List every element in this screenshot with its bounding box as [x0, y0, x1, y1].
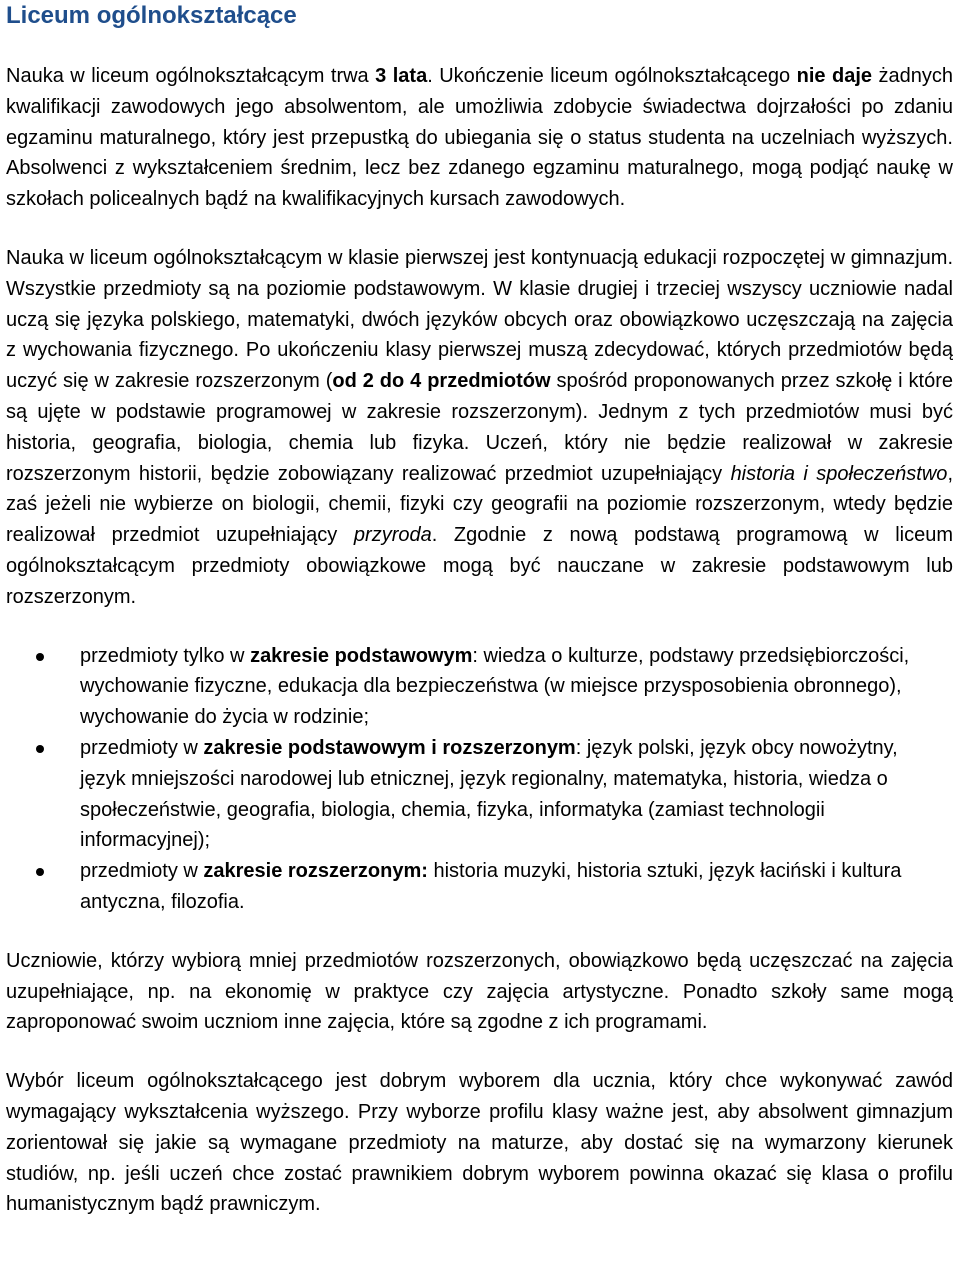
extra-classes-paragraph: Uczniowie, którzy wybiorą mniej przedmiotów rozszerzonych, obowiązkowo będą uczęszczać na zajęcia uzupełniające, np. na ekonomię w praktyce czy zajęcia artystyczne. Ponadto szkoły same mogą zaproponować swoim uczniom inne zajęcia, które są zgodne z ich programami.: [6, 949, 953, 1034]
page-title: Liceum ogólnokształcące: [6, 2, 297, 29]
bullet-icon: [36, 745, 44, 753]
intro-text-2: . Ukończenie liceum ogólnokształcącego: [427, 65, 797, 87]
choice-paragraph: Wybór liceum ogólnokształcącego jest dobrym wyborem dla ucznia, który chce wykonywać zawód wymagający wykształcenia wyższego. Przy wyborze profilu klasy ważne jest, aby absolwent gimnazjum zorientował się jakie są wymagane przedmioty na maturze, aby dostać się na wymarzony kierunek studiów, np. jeśli uczeń chce zostać prawnikiem dobrym wyborem powinna okazać się klasa o profilu humanistycznym bądź prawniczym.: [6, 1070, 953, 1216]
subject-list: [6, 641, 953, 918]
bullet-icon: [36, 868, 44, 876]
intro-text-1: Nauka w liceum ogólnokształcącym trwa: [6, 65, 376, 87]
curriculum-text-4: . Zgodnie z nową podstawą programową w liceum ogólnokształcącym przedmioty obowiązkowe mogą być nauczane w zakresie podstawowym lub rozszerzonym.: [6, 524, 953, 608]
list-item: [6, 733, 953, 856]
list-item-bold: zakresie rozszerzonym:: [203, 860, 428, 883]
curriculum-paragraph: [6, 243, 953, 613]
list-item: [6, 641, 953, 733]
list-item-prefix: przedmioty w: [80, 736, 204, 759]
intro-paragraph: [6, 61, 953, 215]
curriculum-italic-history-society: historia i społeczeństwo: [730, 462, 948, 485]
curriculum-text-3: , zaś jeżeli nie wybierze on biologii, chemii, fizyki czy geografii na poziomie rozszerzonym, wtedy będzie realizował przedmiot uzupełniający: [6, 462, 953, 547]
list-item-bold: zakresie podstawowym i rozszerzonym: [203, 736, 576, 759]
intro-text-3: żadnych kwalifikacji zawodowych jego absolwentom, ale umożliwia zdobycie świadectwa dojrzałości po zdaniu egzaminu maturalnego, który jest przepustką do ubiegania się o status studenta na uczelniach wyższych. Absolwenci z wykształceniem średnim, lecz bez zdanego egzaminu maturalnego, mogą podjąć naukę w szkołach policealnych bądź na kwalifikacyjnych kursach zawodowych.: [6, 65, 953, 211]
curriculum-text-2: spośród proponowanych przez szkołę i które są ujęte w podstawie programowej w zakresie rozszerzonym). Jednym z tych przedmiotów musi być historia, geografia, biologia, chemia lub fizyka. Uczeń, który nie będzie realizował w zakresie rozszerzonym historii, będzie zobowiązany realizować przedmiot uzupełniający: [6, 370, 953, 485]
list-item-prefix: przedmioty w: [80, 860, 204, 883]
list-item-bold: zakresie podstawowym: [250, 644, 473, 667]
list-item-rest: historia muzyki, historia sztuki, język łaciński i kultura antyczna, filozofia.: [80, 860, 902, 913]
list-item: [6, 856, 953, 918]
list-item-rest: : język polski, język obcy nowożytny, język mniejszości narodowej lub etnicznej, język regionalny, matematyka, historia, wiedza o społeczeństwie, geografia, biologia, chemia, fizyka, informatyka (zamiast technologii informacyjnej);: [80, 736, 898, 852]
intro-bold-duration: 3 lata: [375, 65, 428, 87]
bullet-icon: [36, 653, 44, 661]
curriculum-bold-subject-count: od 2 do 4 przedmiotów: [332, 370, 551, 393]
curriculum-italic-nature: przyroda: [353, 524, 432, 547]
intro-bold-no-qualification: nie daje: [796, 65, 872, 87]
list-item-rest: : wiedza o kulturze, podstawy przedsiębiorczości, wychowanie fizyczne, edukacja dla bezpieczeństwa (w miejsce przysposobienia obronnego), wychowanie do życia w rodzinie;: [80, 644, 910, 729]
curriculum-text-1: Nauka w liceum ogólnokształcącym w klasie pierwszej jest kontynuacją edukacji rozpoczętej w gimnazjum. Wszystkie przedmioty są na poziomie podstawowym. W klasie drugiej i trzeciej wszyscy uczniowie nadal uczą się języka polskiego, matematyki, dwóch języków obcych oraz obowiązkowo uczęszczają na zajęcia z wychowania fizycznego. Po ukończeniu klasy pierwszej muszą zdecydować, których przedmiotów będą uczyć się w zakresie rozszerzonym (: [6, 246, 953, 393]
list-item-prefix: przedmioty tylko w: [80, 644, 251, 667]
